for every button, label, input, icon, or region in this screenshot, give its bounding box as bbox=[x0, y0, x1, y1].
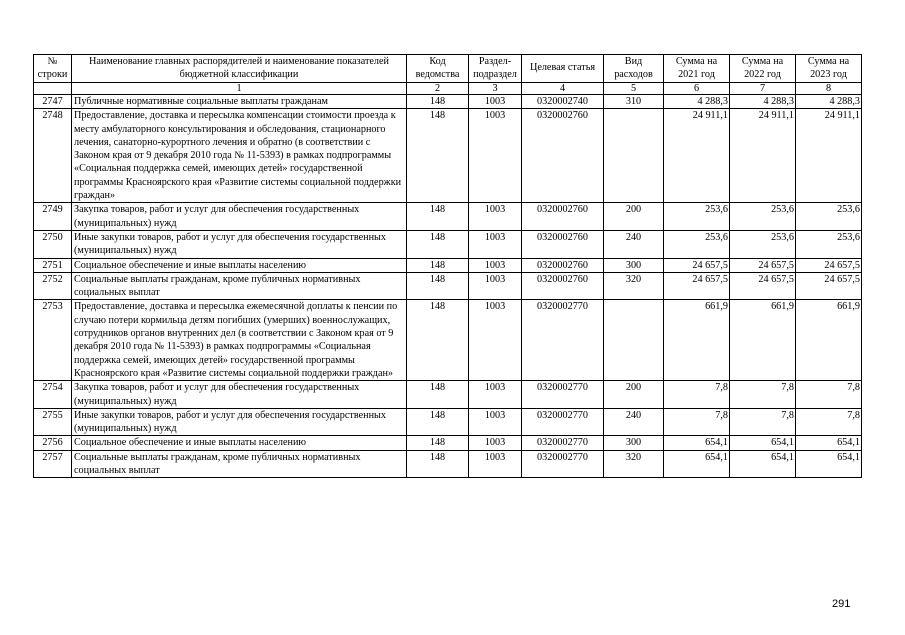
header-target-article: Целевая статья bbox=[522, 55, 604, 83]
row-target-article: 0320002760 bbox=[522, 203, 604, 231]
table-row bbox=[34, 203, 862, 231]
row-target-article: 0320002760 bbox=[522, 109, 604, 203]
header-name: Наименование главных распорядителей и наименование показателей бюджетной классификации bbox=[72, 55, 407, 83]
table-body bbox=[34, 95, 862, 478]
column-number: 6 bbox=[664, 83, 730, 95]
row-sum-2022: 24 657,5 bbox=[730, 272, 796, 300]
table-row bbox=[34, 109, 862, 203]
row-sum-2021: 24 911,1 bbox=[664, 109, 730, 203]
row-number: 2750 bbox=[34, 230, 72, 258]
row-expense-type: 240 bbox=[604, 408, 664, 436]
row-name: Иные закупки товаров, работ и услуг для обеспечения государственных (муниципальных) нужд bbox=[72, 408, 407, 436]
row-dept-code: 148 bbox=[407, 95, 469, 109]
row-name: Социальное обеспечение и иные выплаты населению bbox=[72, 258, 407, 272]
row-sum-2021: 7,8 bbox=[664, 381, 730, 409]
row-number: 2757 bbox=[34, 450, 72, 478]
row-target-article: 0320002760 bbox=[522, 258, 604, 272]
row-section: 1003 bbox=[469, 450, 522, 478]
row-number: 2747 bbox=[34, 95, 72, 109]
row-dept-code: 148 bbox=[407, 408, 469, 436]
row-section: 1003 bbox=[469, 258, 522, 272]
table-row bbox=[34, 408, 862, 436]
row-expense-type: 200 bbox=[604, 381, 664, 409]
row-sum-2023: 654,1 bbox=[796, 436, 862, 450]
row-expense-type bbox=[604, 300, 664, 381]
row-expense-type: 300 bbox=[604, 258, 664, 272]
row-section: 1003 bbox=[469, 109, 522, 203]
row-section: 1003 bbox=[469, 381, 522, 409]
row-section: 1003 bbox=[469, 203, 522, 231]
row-name: Предоставление, доставка и пересылка компенсации стоимости проезда к месту амбулаторного консультирования и обследования, стационарного лечения, санаторно-курортного лечения и обратно (в соответствии с Законом края от 9 декабря 2010 года № 11-5393) в рамках подпрограммы «Социальная поддержка семей, имеющих детей» государственной программы Красноярского края «Развитие системы социальной поддержки граждан» bbox=[72, 109, 407, 203]
row-sum-2021: 7,8 bbox=[664, 408, 730, 436]
row-sum-2023: 7,8 bbox=[796, 381, 862, 409]
table-row bbox=[34, 300, 862, 381]
row-sum-2021: 654,1 bbox=[664, 450, 730, 478]
row-target-article: 0320002770 bbox=[522, 450, 604, 478]
row-sum-2023: 24 657,5 bbox=[796, 258, 862, 272]
table-row bbox=[34, 450, 862, 478]
row-sum-2023: 7,8 bbox=[796, 408, 862, 436]
column-number: 7 bbox=[730, 83, 796, 95]
row-sum-2022: 253,6 bbox=[730, 230, 796, 258]
row-sum-2023: 661,9 bbox=[796, 300, 862, 381]
row-sum-2021: 24 657,5 bbox=[664, 272, 730, 300]
row-number: 2751 bbox=[34, 258, 72, 272]
row-dept-code: 148 bbox=[407, 300, 469, 381]
header-sum-2022: Сумма на 2022 год bbox=[730, 55, 796, 83]
row-number: 2749 bbox=[34, 203, 72, 231]
row-dept-code: 148 bbox=[407, 381, 469, 409]
row-expense-type: 310 bbox=[604, 95, 664, 109]
row-name: Социальные выплаты гражданам, кроме публичных нормативных социальных выплат bbox=[72, 272, 407, 300]
row-sum-2023: 24 657,5 bbox=[796, 272, 862, 300]
row-sum-2022: 661,9 bbox=[730, 300, 796, 381]
row-dept-code: 148 bbox=[407, 258, 469, 272]
row-number: 2748 bbox=[34, 109, 72, 203]
row-target-article: 0320002760 bbox=[522, 272, 604, 300]
row-dept-code: 148 bbox=[407, 436, 469, 450]
table-row bbox=[34, 258, 862, 272]
row-dept-code: 148 bbox=[407, 272, 469, 300]
row-target-article: 0320002770 bbox=[522, 300, 604, 381]
row-sum-2021: 661,9 bbox=[664, 300, 730, 381]
table-row bbox=[34, 95, 862, 109]
row-expense-type: 320 bbox=[604, 450, 664, 478]
row-name: Закупка товаров, работ и услуг для обеспечения государственных (муниципальных) нужд bbox=[72, 381, 407, 409]
header-row-number: № строки bbox=[34, 55, 72, 83]
header-dept-code: Код ведомства bbox=[407, 55, 469, 83]
row-sum-2023: 4 288,3 bbox=[796, 95, 862, 109]
row-expense-type: 240 bbox=[604, 230, 664, 258]
row-expense-type: 320 bbox=[604, 272, 664, 300]
row-section: 1003 bbox=[469, 436, 522, 450]
row-target-article: 0320002770 bbox=[522, 408, 604, 436]
row-number: 2752 bbox=[34, 272, 72, 300]
column-number: 5 bbox=[604, 83, 664, 95]
table-row bbox=[34, 381, 862, 409]
table-row bbox=[34, 230, 862, 258]
row-dept-code: 148 bbox=[407, 450, 469, 478]
row-sum-2022: 654,1 bbox=[730, 436, 796, 450]
row-sum-2022: 7,8 bbox=[730, 381, 796, 409]
row-number: 2753 bbox=[34, 300, 72, 381]
column-number: 2 bbox=[407, 83, 469, 95]
row-sum-2021: 253,6 bbox=[664, 230, 730, 258]
row-name: Публичные нормативные социальные выплаты гражданам bbox=[72, 95, 407, 109]
row-sum-2022: 7,8 bbox=[730, 408, 796, 436]
row-sum-2023: 253,6 bbox=[796, 230, 862, 258]
row-sum-2023: 24 911,1 bbox=[796, 109, 862, 203]
row-target-article: 0320002770 bbox=[522, 381, 604, 409]
row-number: 2756 bbox=[34, 436, 72, 450]
row-section: 1003 bbox=[469, 272, 522, 300]
column-number-row bbox=[34, 83, 862, 95]
row-sum-2021: 253,6 bbox=[664, 203, 730, 231]
row-sum-2022: 4 288,3 bbox=[730, 95, 796, 109]
row-sum-2021: 24 657,5 bbox=[664, 258, 730, 272]
row-target-article: 0320002740 bbox=[522, 95, 604, 109]
row-sum-2023: 654,1 bbox=[796, 450, 862, 478]
page-number: 291 bbox=[832, 598, 851, 610]
column-number bbox=[34, 83, 72, 95]
row-expense-type: 200 bbox=[604, 203, 664, 231]
row-section: 1003 bbox=[469, 408, 522, 436]
column-number: 3 bbox=[469, 83, 522, 95]
header-expense-type: Вид расходов bbox=[604, 55, 664, 83]
row-sum-2022: 24 911,1 bbox=[730, 109, 796, 203]
table-header-row bbox=[34, 55, 862, 83]
row-number: 2755 bbox=[34, 408, 72, 436]
row-section: 1003 bbox=[469, 230, 522, 258]
row-section: 1003 bbox=[469, 300, 522, 381]
row-name: Социальное обеспечение и иные выплаты населению bbox=[72, 436, 407, 450]
row-expense-type: 300 bbox=[604, 436, 664, 450]
column-number: 8 bbox=[796, 83, 862, 95]
row-sum-2021: 4 288,3 bbox=[664, 95, 730, 109]
column-number: 1 bbox=[72, 83, 407, 95]
row-dept-code: 148 bbox=[407, 109, 469, 203]
row-name: Социальные выплаты гражданам, кроме публичных нормативных социальных выплат bbox=[72, 450, 407, 478]
row-section: 1003 bbox=[469, 95, 522, 109]
row-expense-type bbox=[604, 109, 664, 203]
row-sum-2022: 253,6 bbox=[730, 203, 796, 231]
header-sum-2023: Сумма на 2023 год bbox=[796, 55, 862, 83]
row-target-article: 0320002760 bbox=[522, 230, 604, 258]
row-sum-2021: 654,1 bbox=[664, 436, 730, 450]
column-number: 4 bbox=[522, 83, 604, 95]
row-name: Закупка товаров, работ и услуг для обеспечения государственных (муниципальных) нужд bbox=[72, 203, 407, 231]
table-row bbox=[34, 436, 862, 450]
row-number: 2754 bbox=[34, 381, 72, 409]
header-sum-2021: Сумма на 2021 год bbox=[664, 55, 730, 83]
row-dept-code: 148 bbox=[407, 230, 469, 258]
row-dept-code: 148 bbox=[407, 203, 469, 231]
budget-table bbox=[33, 54, 862, 478]
row-name: Иные закупки товаров, работ и услуг для обеспечения государственных (муниципальных) нужд bbox=[72, 230, 407, 258]
row-sum-2022: 654,1 bbox=[730, 450, 796, 478]
header-section: Раздел-подраздел bbox=[469, 55, 522, 83]
table-row bbox=[34, 272, 862, 300]
row-name: Предоставление, доставка и пересылка ежемесячной доплаты к пенсии по случаю потери кормильца детям погибших (умерших) военнослужащих, сотрудников органов внутренних дел (в соответствии с Законом края от 9 декабря 2010 года № 11-5393) в рамках подпрограммы «Социальная поддержка семей, имеющих детей» государственной программы Красноярского края «Развитие системы социальной поддержки граждан» bbox=[72, 300, 407, 381]
row-sum-2022: 24 657,5 bbox=[730, 258, 796, 272]
row-target-article: 0320002770 bbox=[522, 436, 604, 450]
row-sum-2023: 253,6 bbox=[796, 203, 862, 231]
